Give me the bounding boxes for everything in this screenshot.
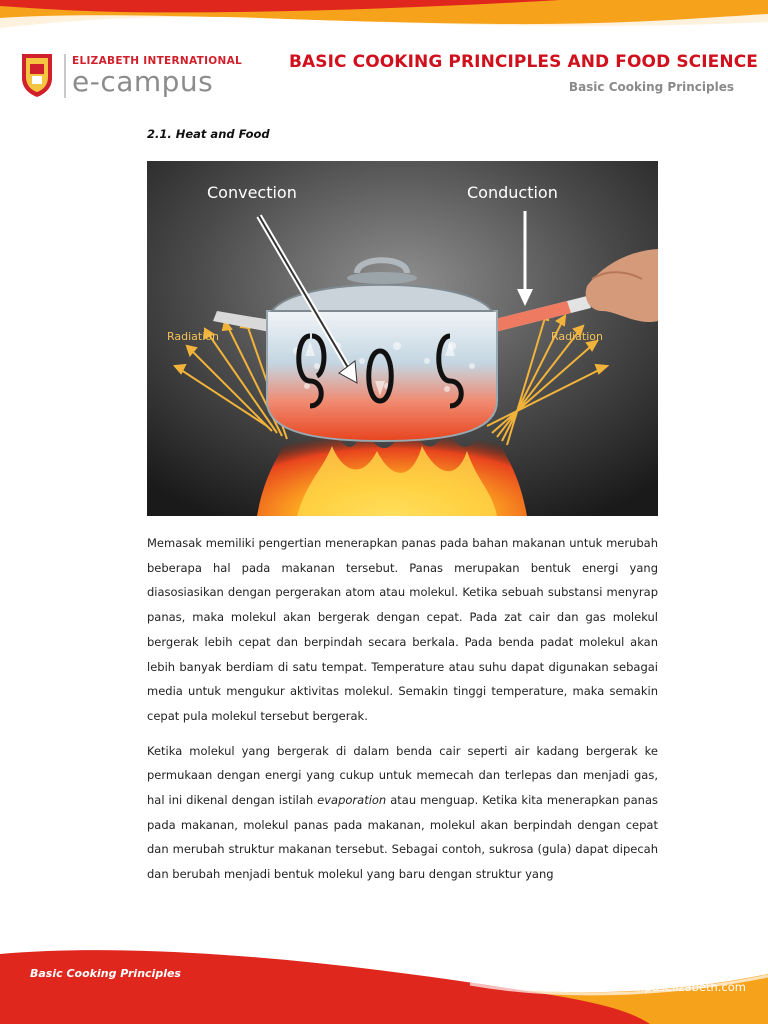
label-conduction: Conduction <box>467 183 558 202</box>
section-heading: 2.1. Heat and Food <box>147 127 270 141</box>
brand-name: e-campus <box>72 65 214 98</box>
logo-text <box>72 55 242 97</box>
document-subtitle: Basic Cooking Principles <box>568 80 734 94</box>
body-text <box>147 531 658 897</box>
crest-icon <box>14 50 60 102</box>
paragraph-2 <box>147 739 658 887</box>
footer-website[interactable]: kampuselizabeth.com <box>619 980 746 994</box>
label-radiation-left: Radiation <box>167 330 219 343</box>
label-convection: Convection <box>207 183 297 202</box>
footer-label: Basic Cooking Principles <box>30 967 181 980</box>
paragraph-1: Memasak memiliki pengertian menerapkan panas pada bahan makanan untuk merubah beberapa hal pada makanan tersebut. Panas merupakan bentuk energi yang diasosiasikan dengan pergerakan atom atau molekul. Ketika sebuah substansi menyrap panas, maka molekul akan bergerak dengan cepat. Pada zat cair dan gas molekul bergerak lebih cepat dan berpindah secara berkala. Pada benda padat molekul akan lebih banyak berdiam di satu tempat. Temperature atau suhu dapat digunakan sebagai media untuk mengukur aktivitas molekul. Semakin tinggi temperature, maka semakin cepat pula molekul tersebut bergerak. <box>147 536 658 723</box>
document-title: BASIC COOKING PRINCIPLES AND FOOD SCIENCE <box>288 52 758 72</box>
header-swoosh <box>0 0 768 40</box>
heat-transfer-figure <box>147 161 658 516</box>
evaporation-term: evaporation <box>317 793 387 808</box>
label-radiation-right: Radiation <box>551 330 603 343</box>
logo-divider <box>64 54 66 98</box>
paragraph-2-part-1: Ketika molekul yang bergerak di dalam benda cair seperti air kadang bergerak ke permukaan dengan energi yang cukup untuk memecah dan terlepas dan menjadi gas, hal ini dikenal dengan istilah <box>147 743 658 808</box>
logo <box>14 50 244 102</box>
institution-name: ELIZABETH INTERNATIONAL <box>72 55 243 67</box>
paragraph-2-part-2: atau menguap. Ketika kita menerapkan panas pada makanan, molekul panas pada makanan, molekul akan berpindah dengan cepat dan merubah struktur makanan tersebut. Sebagai contoh, sukrosa (gula) dapat dipecah dan berubah menjadi bentuk molekul yang baru dengan struktur yang <box>147 793 658 882</box>
